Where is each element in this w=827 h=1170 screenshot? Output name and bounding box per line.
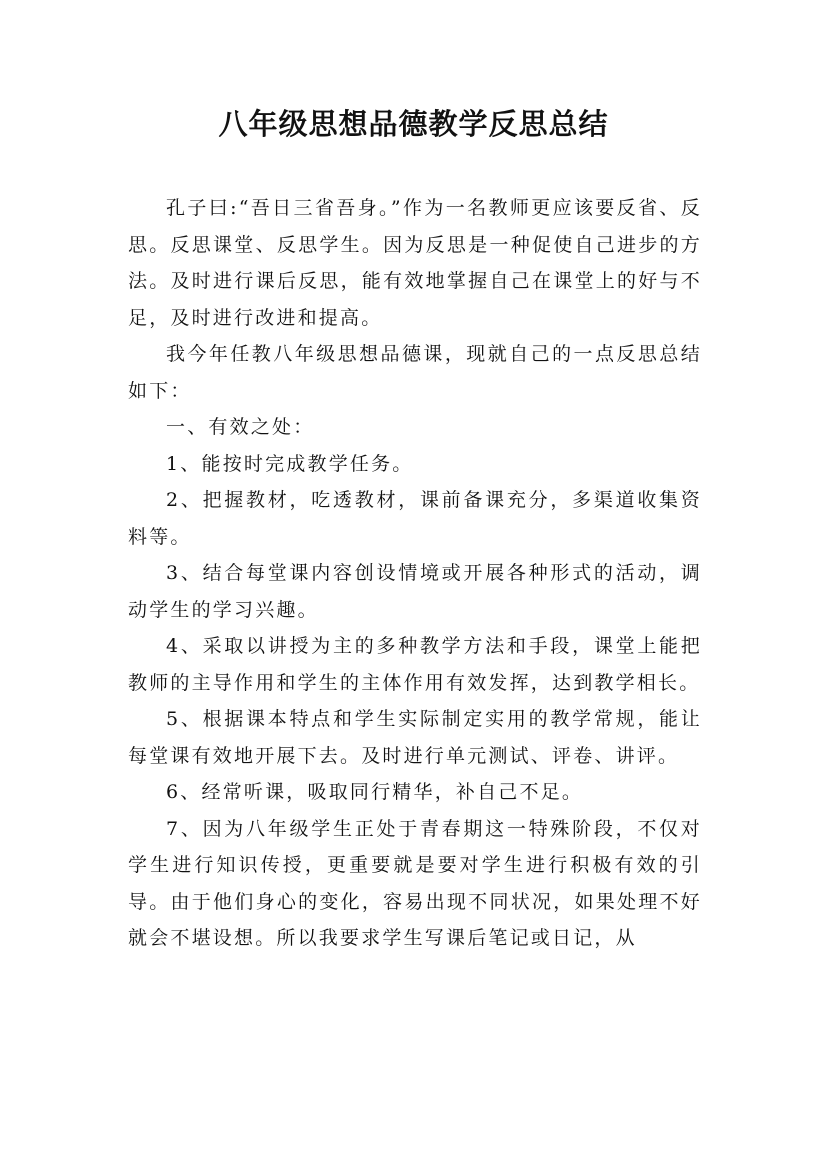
- document-title: 八年级思想品德教学反思总结: [218, 107, 609, 141]
- list-item-3: 3、结合每堂课内容创设情境或开展各种形式的活动，调动学生的学习兴趣。: [128, 562, 702, 621]
- document-body: [128, 190, 702, 957]
- list-item-6: 6、经常听课，吸取同行精华，补自己不足。: [166, 781, 584, 803]
- list-item-4: 4、采取以讲授为主的多种教学方法和手段，课堂上能把教师的主导作用和学生的主体作用有效发挥，达到教学相长。: [128, 635, 702, 694]
- list-item-2: 2、把握教材，吃透教材，课前备课充分，多渠道收集资料等。: [128, 489, 702, 548]
- paragraph-intro: 孔子曰:“吾日三省吾身。”作为一名教师更应该要反省、反思。反思课堂、反思学生。因为反思是一种促使自己进步的方法。及时进行课后反思，能有效地掌握自己在课堂上的好与不足，及时进行改进和提高。: [128, 197, 702, 329]
- list-item-1: 1、能按时完成教学任务。: [166, 452, 414, 475]
- paragraph-summary-lead: 我今年任教八年级思想品德课，现就自己的一点反思总结如下：: [128, 343, 702, 402]
- list-item-7: 7、因为八年级学生正处于青春期这一特殊阶段，不仅对学生进行知识传授，更重要就是要对学生进行积极有效的引导。由于他们身心的变化，容易出现不同状况，如果处理不好就会不堪设想。所以我要求学生写课后笔记或日记，从: [128, 817, 702, 949]
- section-heading-effective: 一、有效之处：: [166, 416, 315, 438]
- list-item-5: 5、根据课本特点和学生实际制定实用的教学常规，能让每堂课有效地开展下去。及时进行单元测试、评卷、讲评。: [128, 708, 702, 767]
